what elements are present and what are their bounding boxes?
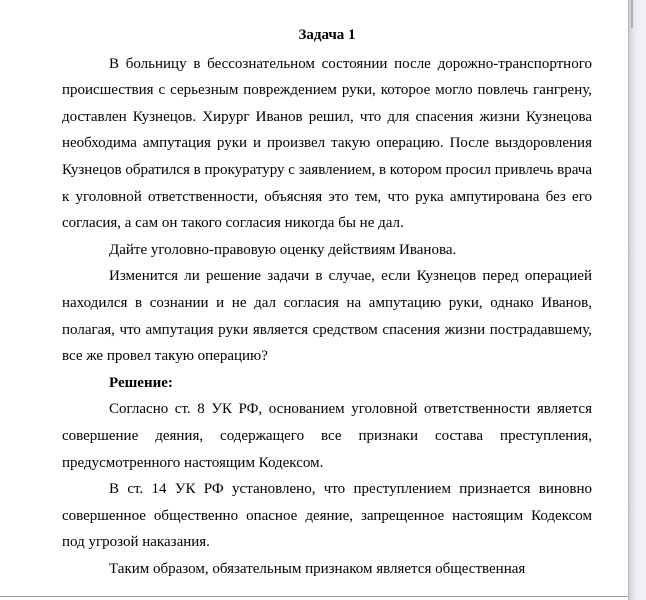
problem-paragraph-1: В больницу в бессознательном состоянии после дорожно-транспортного происшествия с серьезным повреждением руки, которое могло повлечь гангрену, доставлен Кузнецов. Хирург Иванов решил, что для спасения жизни Кузнецова необходима ампутация руки и произвел такую операцию. После выздоровления Кузнецов обратился в прокуратуру с заявлением, в котором просил привлечь врача к уголовной ответственности, объясняя это тем, что рука ампутирована без его согласия, а сам он такого согласия никогда бы не дал. — [62, 55, 592, 232]
solution-paragraph-3: Таким образом, обязательным признаком является общественная — [109, 560, 526, 577]
problem-paragraph-3: Изменится ли решение задачи в случае, если Кузнецов перед операцией находился в сознании и не дал согласия на ампутацию руки, однако Иванов, полагая, что ампутация руки является средством спасения жизни пострадавшему, все же провел такую операцию? — [62, 268, 592, 365]
solution-heading: Решение: — [109, 374, 173, 391]
document-title: Задача 1 — [298, 27, 356, 43]
page-edge-shadow — [628, 0, 646, 600]
problem-paragraph-2: Дайте уголовно-правовую оценку действиям Иванова. — [109, 241, 457, 258]
page-bottom-border — [0, 596, 628, 597]
solution-paragraph-2: В ст. 14 УК РФ установлено, что преступлением признается виновно совершенное общественно опасное деяние, запрещенное настоящим Кодексом под угрозой наказания. — [62, 481, 592, 551]
document-body — [62, 22, 592, 582]
solution-paragraph-1: Согласно ст. 8 УК РФ, основанием уголовной ответственности является совершение деяния, содержащего все признаки состава преступления, предусмотренного настоящим Кодексом. — [62, 401, 592, 471]
